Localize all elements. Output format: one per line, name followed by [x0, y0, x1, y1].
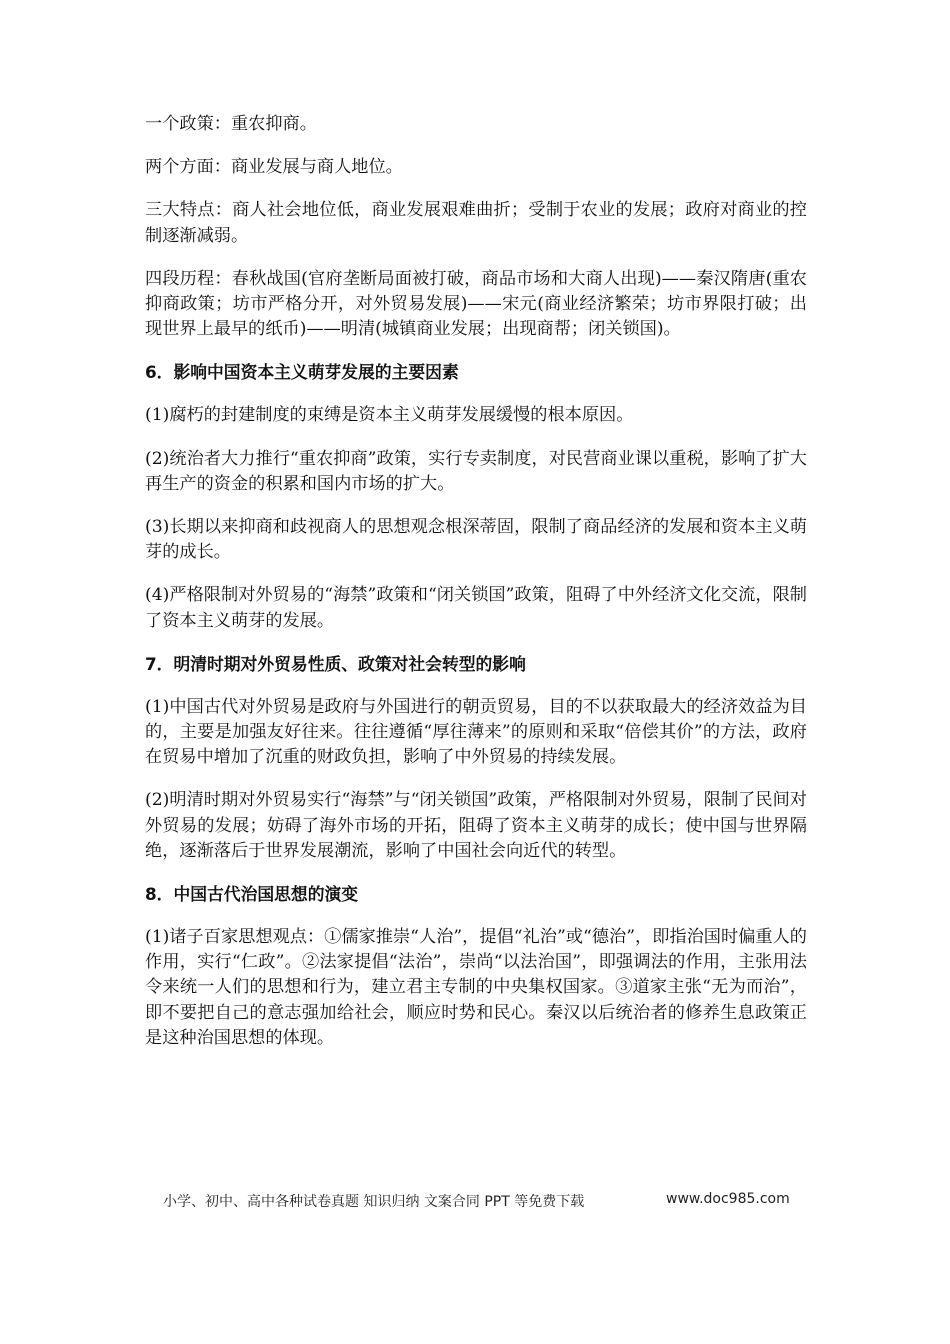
summary-features: 三大特点：商人社会地位低，商业发展艰难曲折；受制于农业的发展；政府对商业的控制逐渐减弱。 [145, 200, 807, 246]
section-6-heading: 6．影响中国资本主义萌芽发展的主要因素 [145, 362, 459, 383]
section-7-point-2: (2)明清时期对外贸易实行“海禁”与“闭关锁国”政策，严格限制对外贸易，限制了民间对外贸易的发展；妨碍了海外市场的开拓，阻碍了资本主义萌芽的成长；使中国与世界隔绝，逐渐落后于世界发展潮流，影响了中国社会向近代的转型。 [145, 790, 807, 861]
section-6-point-4: (4)严格限制对外贸易的“海禁”政策和“闭关锁国”政策，阻碍了中外经济文化交流，限制了资本主义萌芽的发展。 [145, 585, 807, 631]
document-body [145, 112, 807, 1069]
section-8-point-1: (1)诸子百家思想观点：①儒家推崇“人治”，提倡“礼治”或“德治”，即指治国时偏重人的作用，实行“仁政”。②法家提倡“法治”，崇尚“以法治国”，即强调法的作用，主张用法令来统一人们的思想和行为，建立君主专制的中央集权国家。③道家主张“无为而治”，即不要把自己的意志强加给社会，顺应时势和民心。秦汉以后统治者的修养生息政策正是这种治国思想的体现。 [145, 927, 807, 1048]
summary-aspects: 两个方面：商业发展与商人地位。 [145, 157, 403, 178]
section-7-point-1: (1)中国古代对外贸易是政府与外国进行的朝贡贸易，目的不以获取最大的经济效益为目的，主要是加强友好往来。往往遵循“厚往薄来”的原则和采取“倍偿其价”的方法，政府在贸易中增加了沉重的财政负担，影响了中外贸易的持续发展。 [145, 696, 807, 768]
summary-policy: 一个政策：重农抑商。 [145, 114, 317, 134]
summary-stages: 四段历程：春秋战国(官府垄断局面被打破，商品市场和大商人出现)——秦汉隋唐(重农抑商政策；坊市严格分开，对外贸易发展)——宋元(商业经济繁荣；坊市界限打破；出现世界上最早的纸币)——明清(城镇商业发展；出现商帮；闭关锁国)。 [145, 268, 807, 340]
section-6-point-2: (2)统治者大力推行“重农抑商”政策，实行专卖制度，对民营商业课以重税，影响了扩大再生产的资金的积累和国内市场的扩大。 [145, 448, 807, 494]
section-6-point-1: (1)腐朽的封建制度的束缚是资本主义萌芽发展缓慢的根本原因。 [145, 405, 634, 426]
footer-site-link[interactable]: www.doc985.com [666, 1191, 790, 1207]
footer-text: 小学、初中、高中各种试卷真题 知识归纳 文案合同 PPT 等免费下载 [163, 1194, 585, 1210]
page-footer [163, 1191, 803, 1211]
section-8-heading: 8．中国古代治国思想的演变 [145, 884, 359, 905]
section-6-point-3: (3)长期以来抑商和歧视商人的思想观念根深蒂固，限制了商品经济的发展和资本主义萌芽的成长。 [145, 517, 807, 563]
section-7-heading: 7．明清时期对外贸易性质、政策对社会转型的影响 [145, 653, 526, 674]
